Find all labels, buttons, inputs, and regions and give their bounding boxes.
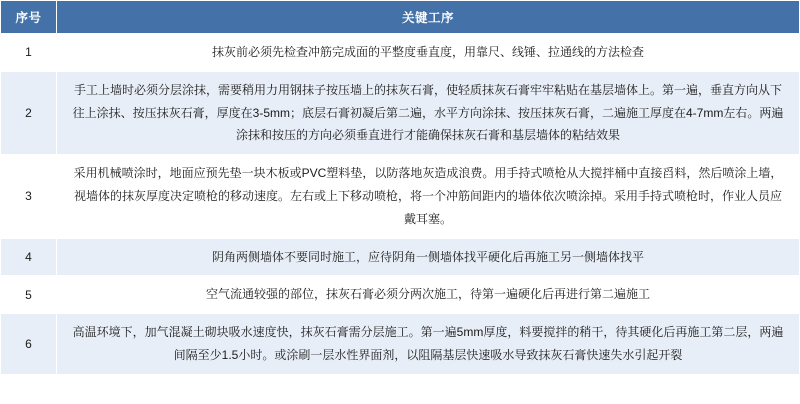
row-number: 4 — [1, 238, 57, 276]
column-header-no: 序号 — [1, 1, 57, 34]
table-row — [1, 71, 800, 154]
table-header-row — [1, 1, 800, 34]
row-process-text: 空气流通较强的部位，抹灰石膏必须分两次施工，待第一遍硬化后再进行第二遍施工 — [57, 276, 800, 314]
row-number: 3 — [1, 155, 57, 238]
row-number: 6 — [1, 314, 57, 375]
table-row — [1, 34, 800, 72]
table-row — [1, 314, 800, 375]
row-number: 5 — [1, 276, 57, 314]
table-row — [1, 155, 800, 238]
row-process-text: 阴角两侧墙体不要同时施工，应待阴角一侧墙体找平硬化后再施工另一侧墙体找平 — [57, 238, 800, 276]
table-header — [1, 1, 800, 34]
row-process-text: 手工上墙时必须分层涂抹，需要稍用力用钢抹子按压墙上的抹灰石膏，使轻质抹灰石膏牢牢粘贴在基层墙体上。第一遍，垂直方向从下往上涂抹、按压抹灰石膏，厚度在3-5mm；底层石膏初凝后第二遍，水平方向涂抹、按压抹灰石膏，二遍施工厚度在4-7mm左右。两遍涂抹和按压的方向必须垂直进行才能确保抹灰石膏和基层墙体的粘结效果 — [57, 71, 800, 154]
row-process-text: 抹灰前必须先检查冲筋完成面的平整度垂直度，用靠尺、线锤、拉通线的方法检查 — [57, 34, 800, 72]
row-number: 1 — [1, 34, 57, 72]
column-header-process: 关键工序 — [57, 1, 800, 34]
table-body — [1, 34, 800, 375]
row-process-text: 采用机械喷涂时，地面应预先垫一块木板或PVC塑料垫，以防落地灰造成浪费。用手持式喷枪从大搅拌桶中直接舀料，然后喷涂上墙，视墙体的抹灰厚度决定喷枪的移动速度。左右或上下移动喷枪，将一个冲筋间距内的墙体依次喷涂掉。采用手持式喷枪时，作业人员应戴耳塞。 — [57, 155, 800, 238]
table-row — [1, 276, 800, 314]
row-number: 2 — [1, 71, 57, 154]
table-row — [1, 238, 800, 276]
row-process-text: 高温环境下，加气混凝土砌块吸水速度快，抹灰石膏需分层施工。第一遍5mm厚度，料要搅拌的稍干，待其硬化后再施工第二层，两遍间隔至少1.5小时。或涂刷一层水性界面剂，以阻隔基层快速吸水导致抹灰石膏快速失水引起开裂 — [57, 314, 800, 375]
